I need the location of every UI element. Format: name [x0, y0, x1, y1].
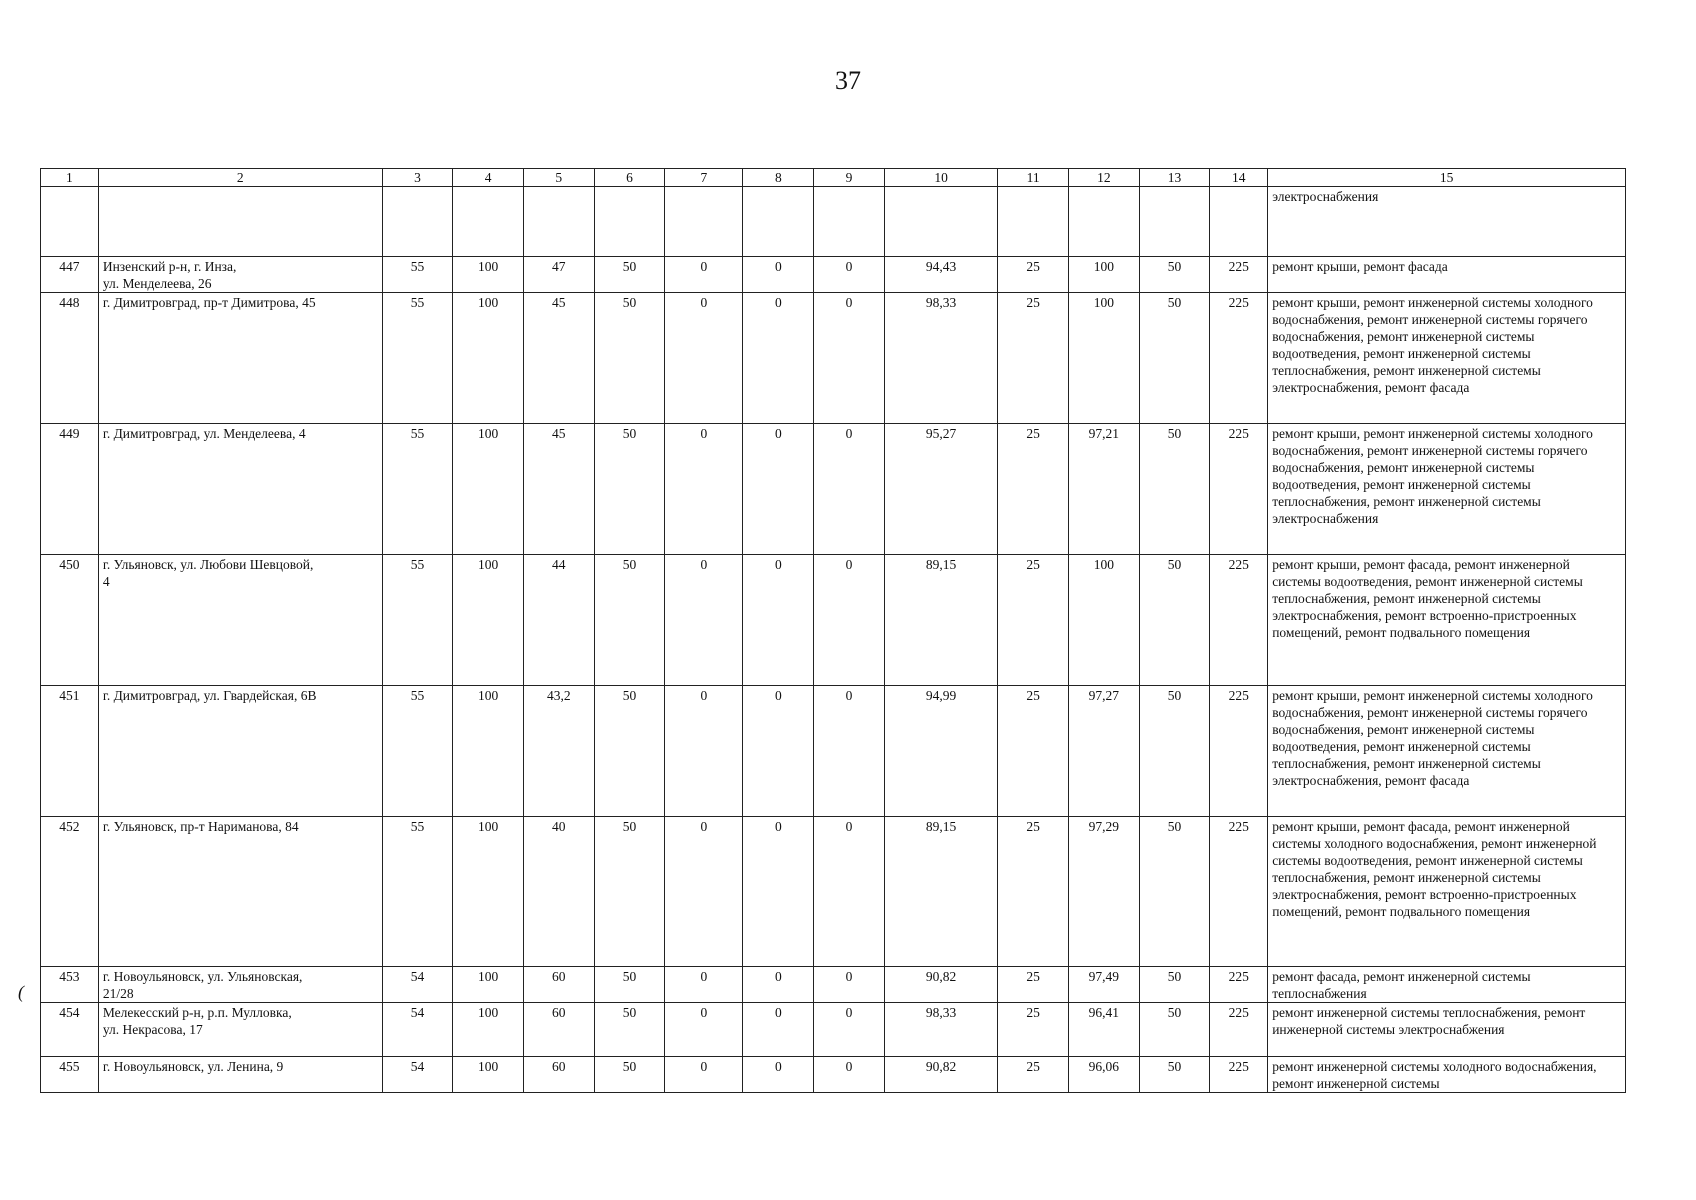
page-number: 37: [835, 66, 861, 95]
table-cell: [998, 187, 1069, 257]
data-table: [40, 168, 1626, 1093]
value-cell-c11: 25: [998, 293, 1069, 424]
value-cell-c4: 100: [453, 293, 524, 424]
value-cell-c14: 225: [1210, 1057, 1268, 1093]
table-cell: [453, 187, 524, 257]
value-cell-c12: 100: [1069, 257, 1140, 293]
value-cell-c11: 25: [998, 686, 1069, 817]
value-cell-c3: 55: [382, 817, 453, 967]
address-cell: [98, 686, 382, 817]
table-row: [41, 1057, 1626, 1093]
work-description-cell: ремонт инженерной системы теплоснабжения, ремонт инженерной системы электроснабжения: [1268, 1003, 1626, 1057]
value-cell-c12: 97,27: [1069, 686, 1140, 817]
value-cell-c6: 50: [594, 424, 665, 555]
value-cell-c3: 55: [382, 686, 453, 817]
value-cell-c10: 94,43: [884, 257, 998, 293]
value-cell-c6: 50: [594, 555, 665, 686]
column-header: 4: [453, 169, 524, 187]
value-cell-c8: 0: [743, 555, 814, 686]
value-cell-c10: 90,82: [884, 1057, 998, 1093]
table-cell: [814, 187, 885, 257]
value-cell-c8: 0: [743, 967, 814, 1003]
value-cell-c3: 54: [382, 967, 453, 1003]
value-cell-c5: 60: [523, 1003, 594, 1057]
table-row: [41, 1003, 1626, 1057]
address-cell: [98, 424, 382, 555]
value-cell-c8: 0: [743, 424, 814, 555]
value-cell-c14: 225: [1210, 1003, 1268, 1057]
work-description-cell: ремонт крыши, ремонт инженерной системы холодного водоснабжения, ремонт инженерной системы горячего водоснабжения, ремонт инженерной системы водоотведения, ремонт инженерной системы теплоснабжения, ремонт инженерной системы электроснабжения, ремонт фасада: [1268, 293, 1626, 424]
value-cell-c9: 0: [814, 967, 885, 1003]
table-cell: [98, 187, 382, 257]
row-number-cell: 449: [41, 424, 99, 555]
value-cell-c14: 225: [1210, 293, 1268, 424]
value-cell-c13: 50: [1139, 817, 1210, 967]
table-row: [41, 686, 1626, 817]
value-cell-c14: 225: [1210, 686, 1268, 817]
value-cell-c7: 0: [665, 424, 743, 555]
table-row: [41, 293, 1626, 424]
column-header: 8: [743, 169, 814, 187]
margin-mark: (: [18, 982, 24, 1002]
work-description-cell: ремонт крыши, ремонт фасада: [1268, 257, 1626, 293]
address-line: г. Димитровград, ул. Гвардейская, 6В: [102, 688, 317, 703]
row-number-cell: 452: [41, 817, 99, 967]
value-cell-c13: 50: [1139, 257, 1210, 293]
value-cell-c11: 25: [998, 967, 1069, 1003]
column-header: 2: [98, 169, 382, 187]
value-cell-c12: 97,21: [1069, 424, 1140, 555]
value-cell-c5: 60: [523, 1057, 594, 1093]
value-cell-c11: 25: [998, 1057, 1069, 1093]
table-cell: [523, 187, 594, 257]
column-header: 6: [594, 169, 665, 187]
row-number-cell: 453: [41, 967, 99, 1003]
value-cell-c12: 96,41: [1069, 1003, 1140, 1057]
column-header: 15: [1268, 169, 1626, 187]
value-cell-c4: 100: [453, 686, 524, 817]
value-cell-c5: 43,2: [523, 686, 594, 817]
value-cell-c4: 100: [453, 817, 524, 967]
column-header: 7: [665, 169, 743, 187]
address-line: 21/28: [102, 986, 134, 1001]
value-cell-c5: 40: [523, 817, 594, 967]
value-cell-c7: 0: [665, 293, 743, 424]
value-cell-c12: 96,06: [1069, 1057, 1140, 1093]
value-cell-c7: 0: [665, 817, 743, 967]
table-cell: [884, 187, 998, 257]
address-cell: [98, 1057, 382, 1093]
value-cell-c4: 100: [453, 555, 524, 686]
value-cell-c9: 0: [814, 817, 885, 967]
column-header: 1: [41, 169, 99, 187]
column-number-header-row: [41, 169, 1626, 187]
value-cell-c12: 97,49: [1069, 967, 1140, 1003]
value-cell-c8: 0: [743, 293, 814, 424]
row-number-cell: 454: [41, 1003, 99, 1057]
address-line: г. Новоульяновск, ул. Ульяновская,: [102, 969, 303, 984]
work-description-cell: ремонт крыши, ремонт инженерной системы холодного водоснабжения, ремонт инженерной системы горячего водоснабжения, ремонт инженерной системы водоотведения, ремонт инженерной системы теплоснабжения, ремонт инженерной системы электроснабжения, ремонт фасада: [1268, 686, 1626, 817]
table-row: [41, 257, 1626, 293]
value-cell-c9: 0: [814, 293, 885, 424]
address-line: г. Димитровград, пр-т Димитрова, 45: [102, 295, 316, 310]
value-cell-c3: 55: [382, 424, 453, 555]
value-cell-c13: 50: [1139, 967, 1210, 1003]
value-cell-c10: 94,99: [884, 686, 998, 817]
value-cell-c3: 55: [382, 555, 453, 686]
value-cell-c6: 50: [594, 293, 665, 424]
value-cell-c14: 225: [1210, 257, 1268, 293]
address-line: г. Ульяновск, пр-т Нариманова, 84: [102, 819, 299, 834]
value-cell-c9: 0: [814, 1003, 885, 1057]
value-cell-c13: 50: [1139, 293, 1210, 424]
column-header: 13: [1139, 169, 1210, 187]
value-cell-c4: 100: [453, 1003, 524, 1057]
value-cell-c5: 45: [523, 424, 594, 555]
work-description-cell: электроснабжения: [1268, 187, 1626, 257]
table-cell: [382, 187, 453, 257]
value-cell-c10: 89,15: [884, 817, 998, 967]
continuation-row: [41, 187, 1626, 257]
value-cell-c13: 50: [1139, 555, 1210, 686]
address-line: ул. Некрасова, 17: [102, 1022, 203, 1037]
value-cell-c10: 89,15: [884, 555, 998, 686]
work-description-cell: ремонт крыши, ремонт фасада, ремонт инженерной системы холодного водоснабжения, ремонт инженерной системы водоотведения, ремонт инженерной системы теплоснабжения, ремонт инженерной системы электроснабжения, ремонт встроенно-пристроенных помещений, ремонт подвального помещения: [1268, 817, 1626, 967]
row-number-cell: 448: [41, 293, 99, 424]
value-cell-c6: 50: [594, 1003, 665, 1057]
address-line: г. Ульяновск, ул. Любови Шевцовой,: [102, 557, 314, 572]
address-cell: [98, 967, 382, 1003]
value-cell-c7: 0: [665, 257, 743, 293]
work-description-cell: ремонт крыши, ремонт инженерной системы холодного водоснабжения, ремонт инженерной системы горячего водоснабжения, ремонт инженерной системы водоотведения, ремонт инженерной системы теплоснабжения, ремонт инженерной системы электроснабжения: [1268, 424, 1626, 555]
value-cell-c8: 0: [743, 257, 814, 293]
column-header: 12: [1069, 169, 1140, 187]
value-cell-c4: 100: [453, 257, 524, 293]
value-cell-c14: 225: [1210, 817, 1268, 967]
value-cell-c7: 0: [665, 555, 743, 686]
value-cell-c3: 54: [382, 1057, 453, 1093]
value-cell-c10: 90,82: [884, 967, 998, 1003]
address-cell: [98, 257, 382, 293]
table-cell: [1139, 187, 1210, 257]
address-line: г. Новоульяновск, ул. Ленина, 9: [102, 1059, 284, 1074]
value-cell-c7: 0: [665, 967, 743, 1003]
work-description-cell: ремонт крыши, ремонт фасада, ремонт инженерной системы водоотведения, ремонт инженерной системы теплоснабжения, ремонт инженерной системы электроснабжения, ремонт встроенно-пристроенных помещений, ремонт подвального помещения: [1268, 555, 1626, 686]
value-cell-c13: 50: [1139, 1003, 1210, 1057]
row-number-cell: 447: [41, 257, 99, 293]
value-cell-c12: 97,29: [1069, 817, 1140, 967]
row-number-cell: 455: [41, 1057, 99, 1093]
value-cell-c9: 0: [814, 686, 885, 817]
value-cell-c8: 0: [743, 1003, 814, 1057]
value-cell-c14: 225: [1210, 967, 1268, 1003]
table-row: [41, 817, 1626, 967]
value-cell-c13: 50: [1139, 1057, 1210, 1093]
value-cell-c5: 44: [523, 555, 594, 686]
value-cell-c14: 225: [1210, 424, 1268, 555]
value-cell-c3: 55: [382, 257, 453, 293]
value-cell-c7: 0: [665, 1057, 743, 1093]
value-cell-c13: 50: [1139, 686, 1210, 817]
value-cell-c9: 0: [814, 424, 885, 555]
table-cell: [665, 187, 743, 257]
value-cell-c3: 55: [382, 293, 453, 424]
column-header: 14: [1210, 169, 1268, 187]
column-header: 9: [814, 169, 885, 187]
value-cell-c11: 25: [998, 555, 1069, 686]
value-cell-c7: 0: [665, 1003, 743, 1057]
value-cell-c8: 0: [743, 686, 814, 817]
value-cell-c11: 25: [998, 1003, 1069, 1057]
value-cell-c10: 98,33: [884, 1003, 998, 1057]
value-cell-c5: 47: [523, 257, 594, 293]
value-cell-c6: 50: [594, 817, 665, 967]
value-cell-c6: 50: [594, 1057, 665, 1093]
table-row: [41, 555, 1626, 686]
column-header: 3: [382, 169, 453, 187]
value-cell-c5: 45: [523, 293, 594, 424]
value-cell-c9: 0: [814, 555, 885, 686]
column-header: 5: [523, 169, 594, 187]
value-cell-c7: 0: [665, 686, 743, 817]
value-cell-c10: 95,27: [884, 424, 998, 555]
address-line: ул. Менделеева, 26: [102, 276, 212, 291]
table-cell: [41, 187, 99, 257]
address-line: г. Димитровград, ул. Менделеева, 4: [102, 426, 306, 441]
row-number-cell: 451: [41, 686, 99, 817]
value-cell-c6: 50: [594, 967, 665, 1003]
value-cell-c4: 100: [453, 967, 524, 1003]
value-cell-c11: 25: [998, 424, 1069, 555]
value-cell-c12: 100: [1069, 293, 1140, 424]
value-cell-c6: 50: [594, 257, 665, 293]
work-description-cell: ремонт инженерной системы холодного водоснабжения, ремонт инженерной системы: [1268, 1057, 1626, 1093]
work-description-cell: ремонт фасада, ремонт инженерной системы теплоснабжения: [1268, 967, 1626, 1003]
address-cell: [98, 817, 382, 967]
table-cell: [1069, 187, 1140, 257]
value-cell-c11: 25: [998, 257, 1069, 293]
table-cell: [1210, 187, 1268, 257]
value-cell-c3: 54: [382, 1003, 453, 1057]
value-cell-c12: 100: [1069, 555, 1140, 686]
value-cell-c8: 0: [743, 817, 814, 967]
address-line: Инзенский р-н, г. Инза,: [102, 259, 237, 274]
value-cell-c10: 98,33: [884, 293, 998, 424]
value-cell-c9: 0: [814, 1057, 885, 1093]
address-line: Мелекесский р-н, р.п. Мулловка,: [102, 1005, 292, 1020]
value-cell-c9: 0: [814, 257, 885, 293]
table-body: [41, 187, 1626, 1093]
table-row: [41, 967, 1626, 1003]
value-cell-c11: 25: [998, 817, 1069, 967]
value-cell-c8: 0: [743, 1057, 814, 1093]
table-row: [41, 424, 1626, 555]
address-cell: [98, 293, 382, 424]
value-cell-c13: 50: [1139, 424, 1210, 555]
address-line: 4: [102, 574, 110, 589]
table-cell: [743, 187, 814, 257]
value-cell-c5: 60: [523, 967, 594, 1003]
value-cell-c4: 100: [453, 424, 524, 555]
column-header: 11: [998, 169, 1069, 187]
value-cell-c6: 50: [594, 686, 665, 817]
row-number-cell: 450: [41, 555, 99, 686]
address-cell: [98, 1003, 382, 1057]
column-header: 10: [884, 169, 998, 187]
table-cell: [594, 187, 665, 257]
address-cell: [98, 555, 382, 686]
value-cell-c4: 100: [453, 1057, 524, 1093]
value-cell-c14: 225: [1210, 555, 1268, 686]
